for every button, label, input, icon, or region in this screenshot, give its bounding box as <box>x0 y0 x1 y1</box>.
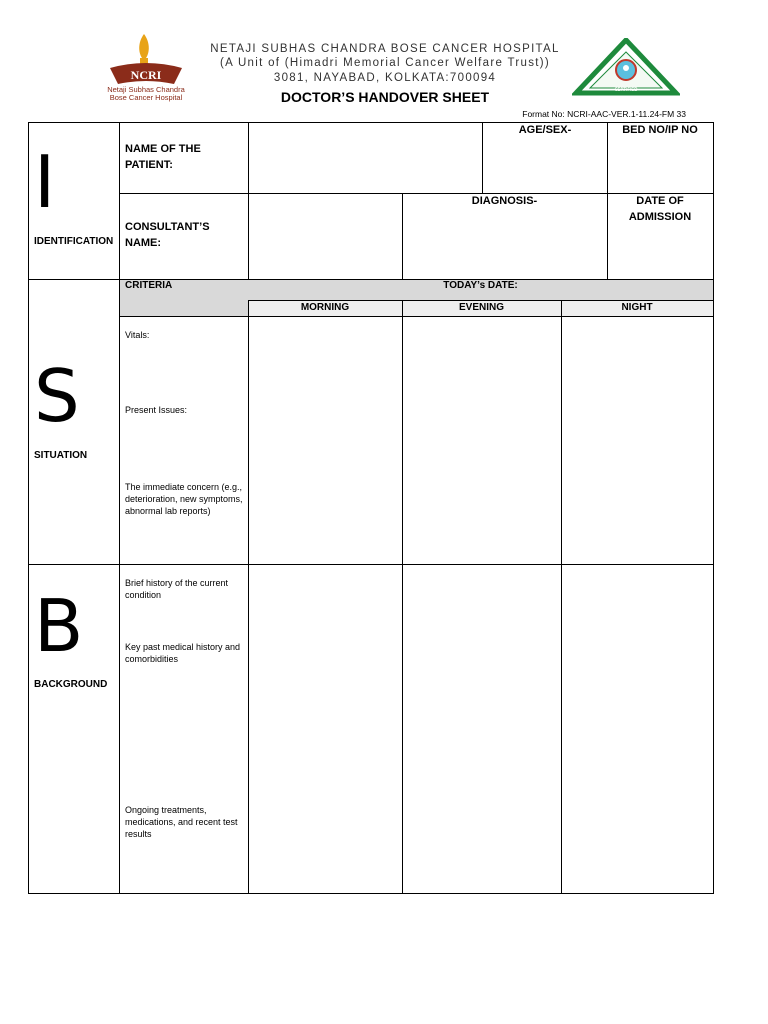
page-title: DOCTOR’S HANDOVER SHEET <box>280 89 490 105</box>
badge-text: CERTIFIED <box>614 88 638 93</box>
shift-morning-header: MORNING <box>300 302 350 313</box>
situation-night-cell[interactable] <box>562 317 712 563</box>
background-letter: B <box>34 584 84 668</box>
background-evening-cell[interactable] <box>403 565 560 892</box>
criteria-header: CRITERIA <box>125 280 173 291</box>
todays-date-label: TODAY’s DATE: <box>443 280 518 291</box>
hospital-name: NETAJI SUBHAS CHANDRA BOSE CANCER HOSPITAL <box>210 43 560 55</box>
criteria-brief-history: Brief history of the current condition <box>125 578 229 600</box>
shift-night-header: NIGHT <box>621 302 653 313</box>
diagnosis-label: DIAGNOSIS- <box>471 195 538 207</box>
date-of-admission-label: DATE OF ADMISSION <box>628 195 692 223</box>
diagnosis-field[interactable] <box>403 211 606 278</box>
background-label: BACKGROUND <box>34 679 108 690</box>
criteria-present-issues: Present Issues: <box>125 405 188 415</box>
patient-name-label: NAME OF THE PATIENT: <box>125 143 201 171</box>
criteria-vitals: Vitals: <box>125 330 150 340</box>
date-of-admission-field[interactable] <box>608 228 713 278</box>
situation-morning-cell[interactable] <box>249 317 401 563</box>
criteria-immediate-concern: The immediate concern (e.g., deterioration, new symptoms, abnormal lab reports) <box>125 482 243 516</box>
background-morning-cell[interactable] <box>249 565 401 892</box>
hospital-address: 3081, NAYABAD, KOLKATA:700094 <box>273 72 497 84</box>
bed-ip-field[interactable] <box>608 140 713 192</box>
logo-caption: Netaji Subhas Chandra Bose Cancer Hospital <box>107 85 185 102</box>
quality-certification-badge <box>572 38 680 96</box>
format-number: Format No: NCRI-AAC-VER.1-11.24-FM 33 <box>522 109 686 119</box>
identification-letter: I <box>34 140 56 224</box>
consultant-name-field[interactable] <box>249 194 401 278</box>
age-sex-field[interactable] <box>483 140 606 192</box>
consultant-name-label: CONSULTANT’S NAME: <box>125 221 210 249</box>
background-night-cell[interactable] <box>562 565 712 892</box>
unit-line: (A Unit of (Himadri Memorial Cancer Welfare Trust)) <box>219 57 550 69</box>
criteria-past-medical-history: Key past medical history and comorbidities <box>125 642 241 664</box>
logo-text: NCRI <box>130 68 162 82</box>
age-sex-label: AGE/SEX- <box>518 124 572 136</box>
criteria-ongoing-treatments: Ongoing treatments, medications, and recent test results <box>125 805 238 839</box>
identification-label: IDENTIFICATION <box>34 236 114 247</box>
shift-evening-header: EVENING <box>458 302 504 313</box>
situation-evening-cell[interactable] <box>403 317 560 563</box>
patient-name-field[interactable] <box>249 123 481 192</box>
situation-label: SITUATION <box>34 450 88 461</box>
situation-letter: S <box>34 354 80 438</box>
bed-ip-label: BED NO/IP NO <box>622 124 698 136</box>
